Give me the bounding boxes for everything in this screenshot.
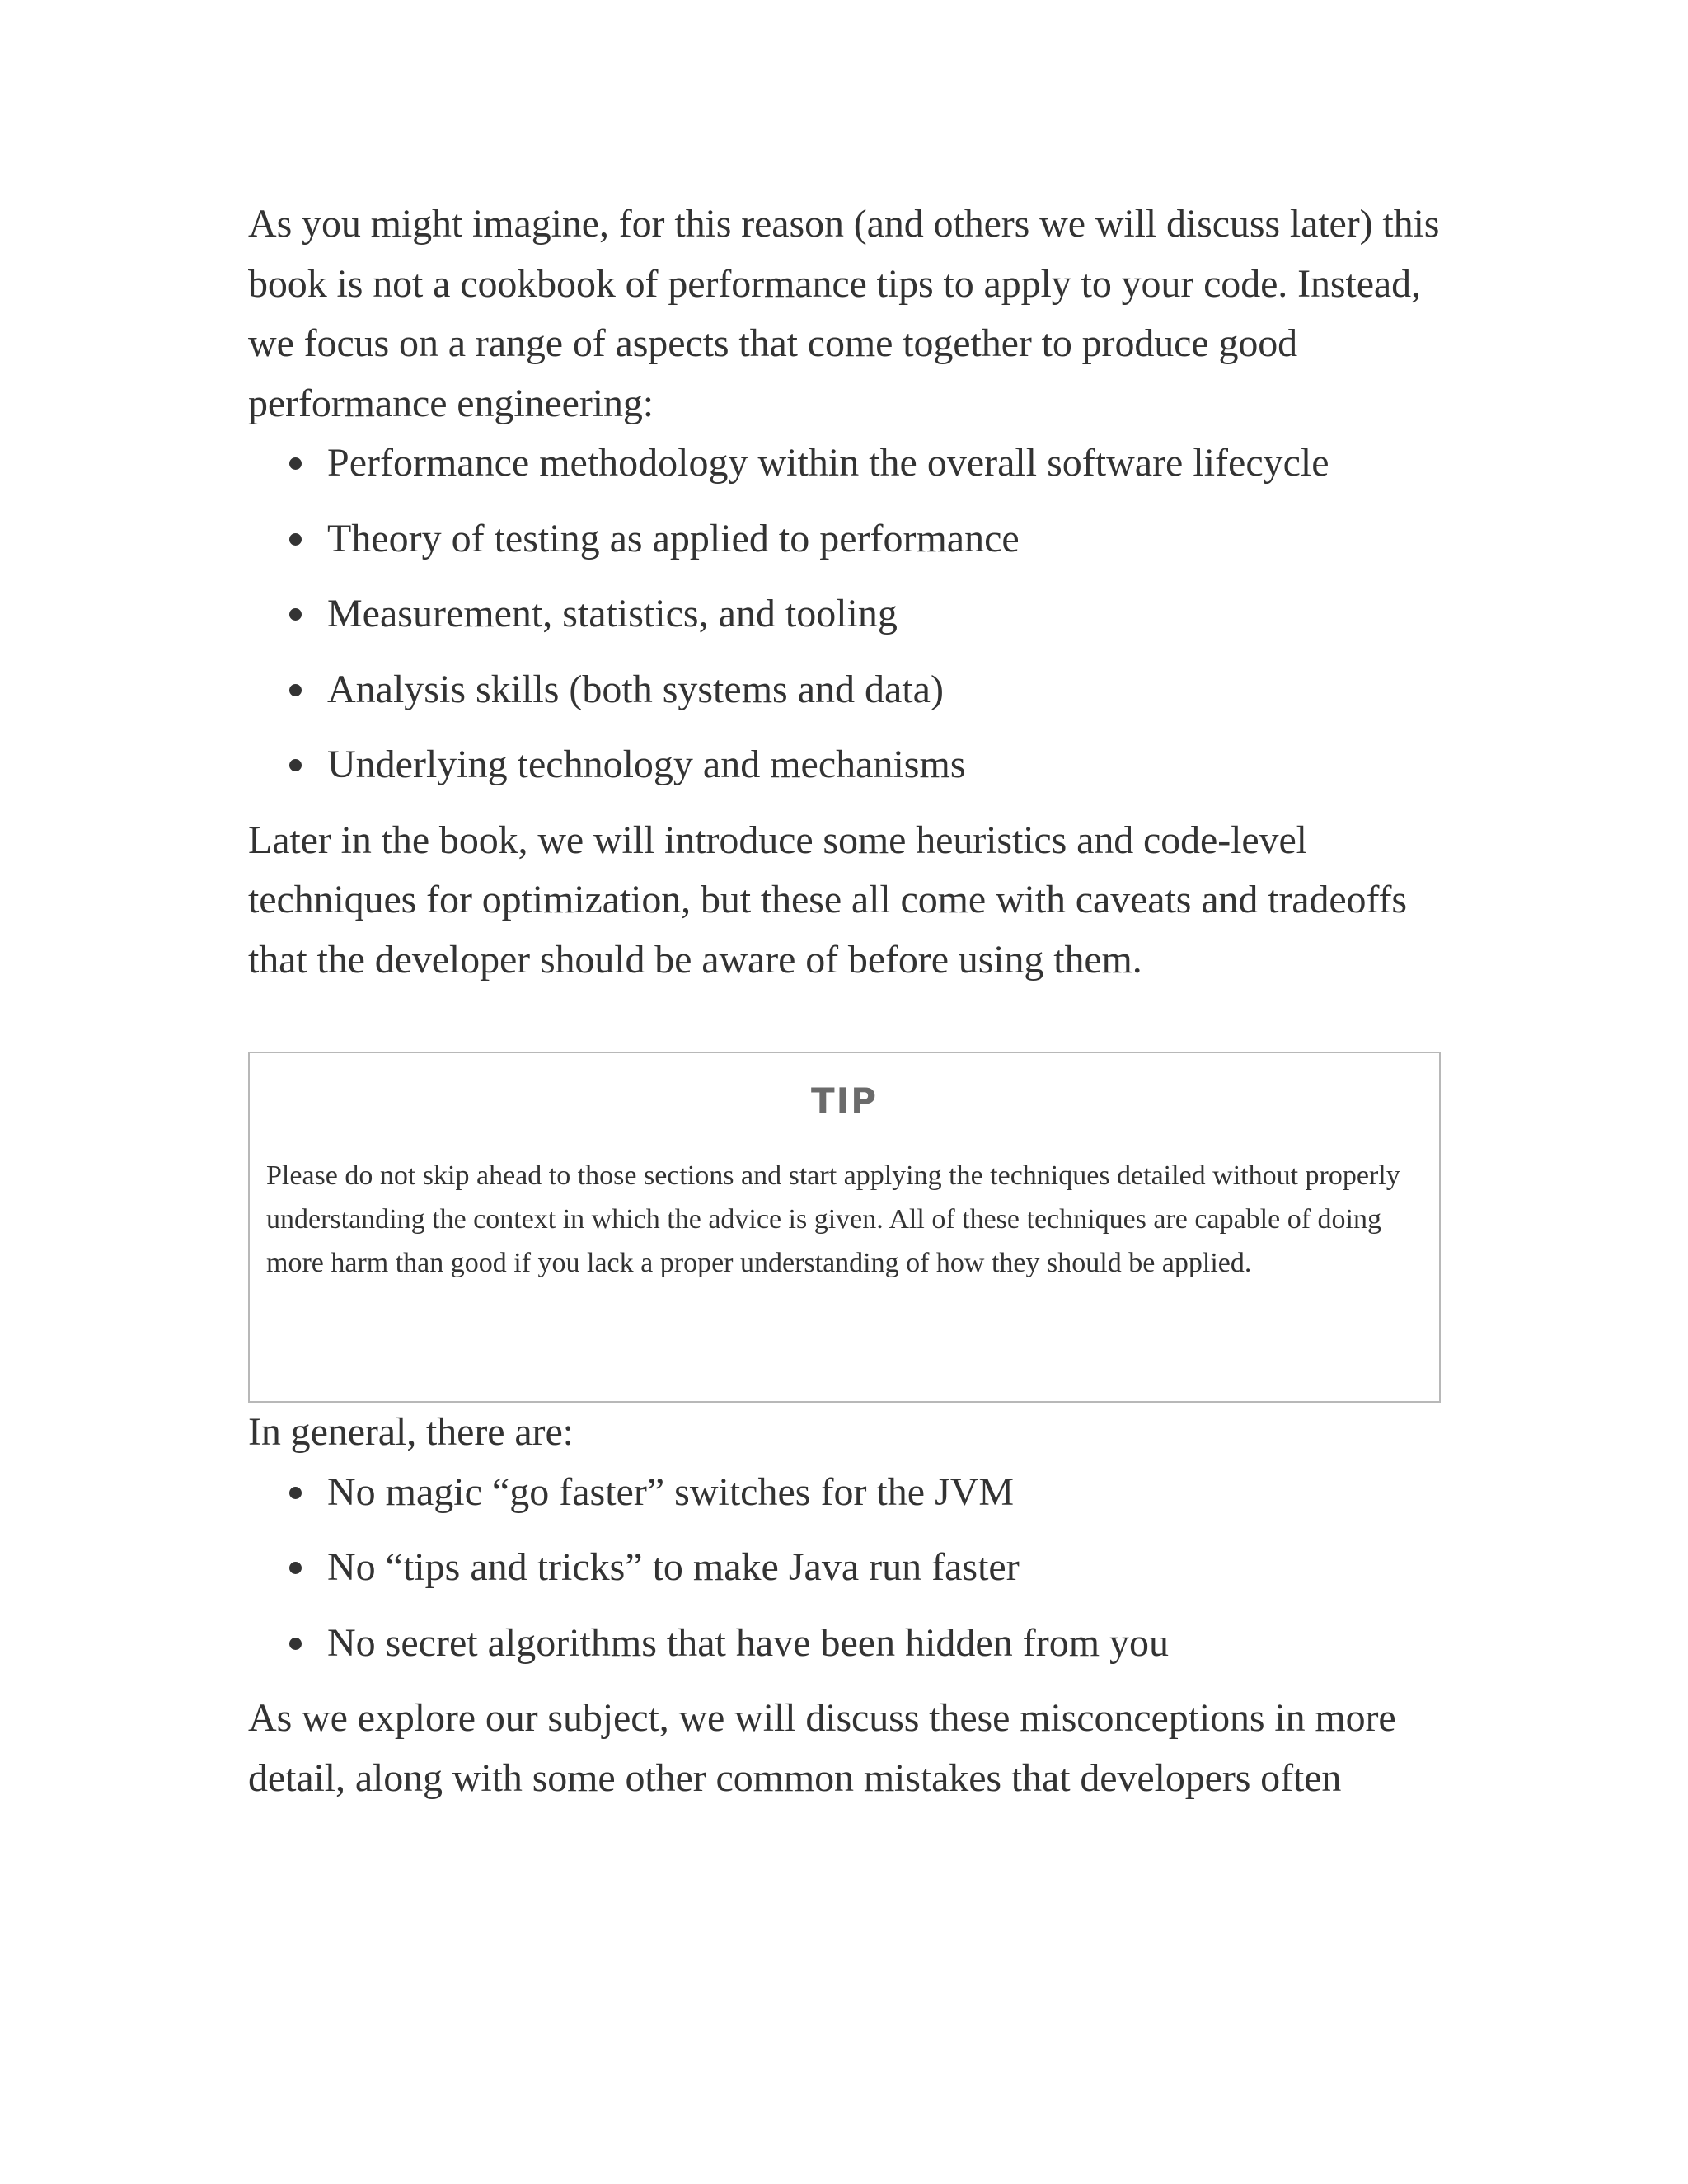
list-item — [248, 434, 1443, 493]
list-item-text: Theory of testing as applied to performance — [327, 516, 1020, 560]
misconceptions-list — [248, 1463, 1443, 1673]
list-item-text: Analysis skills (both systems and data) — [327, 667, 944, 711]
intro-paragraph: As you might imagine, for this reason (and others we will discuss later) this book is not a cookbook of performance tips to apply to your code. Instead, we focus on a range of aspects that come together to produce good performance engineering: — [248, 202, 1440, 425]
list-item-text: No “tips and tricks” to make Java run faster — [327, 1545, 1020, 1589]
bullet-icon — [289, 1487, 302, 1499]
list-item — [248, 584, 1443, 644]
list-item-text: No magic “go faster” switches for the JVM — [327, 1469, 1015, 1514]
list-item — [248, 509, 1443, 569]
general-paragraph: In general, there are: — [248, 1410, 574, 1454]
bullet-icon — [289, 759, 302, 771]
page-content — [248, 194, 1443, 1808]
bullet-icon — [289, 457, 302, 470]
tip-box — [248, 1052, 1441, 1403]
list-item-text: Measurement, statistics, and tooling — [327, 592, 898, 635]
later-paragraph: Later in the book, we will introduce some heuristics and code-level techniques for optimization, but these all come with caveats and tradeoffs that the developer should be aware of before using them. — [248, 818, 1407, 982]
bullet-icon — [289, 1562, 302, 1574]
bullet-icon — [289, 684, 302, 696]
list-item-text: Performance methodology within the overall software lifecycle — [327, 441, 1329, 485]
tip-title: TIP — [810, 1080, 879, 1121]
list-item — [248, 660, 1443, 719]
bullet-icon — [289, 608, 302, 621]
list-item-text: No secret algorithms that have been hidden from you — [327, 1620, 1170, 1665]
list-item — [248, 1614, 1443, 1673]
bullet-icon — [289, 533, 302, 546]
explore-paragraph: As we explore our subject, we will discuss these misconceptions in more detail, along with some other common mistakes that developers often — [248, 1696, 1396, 1800]
bullet-icon — [289, 1638, 302, 1650]
tip-text: Please do not skip ahead to those sections and start applying the techniques detailed without properly understanding the context in which the advice is given. All of these techniques are capable of doing more harm than good if you lack a proper understanding of how they should be applied. — [266, 1160, 1400, 1278]
list-item — [248, 1538, 1443, 1597]
aspects-list — [248, 434, 1443, 794]
list-item — [248, 1463, 1443, 1522]
list-item — [248, 735, 1443, 794]
list-item-text: Underlying technology and mechanisms — [327, 743, 966, 786]
